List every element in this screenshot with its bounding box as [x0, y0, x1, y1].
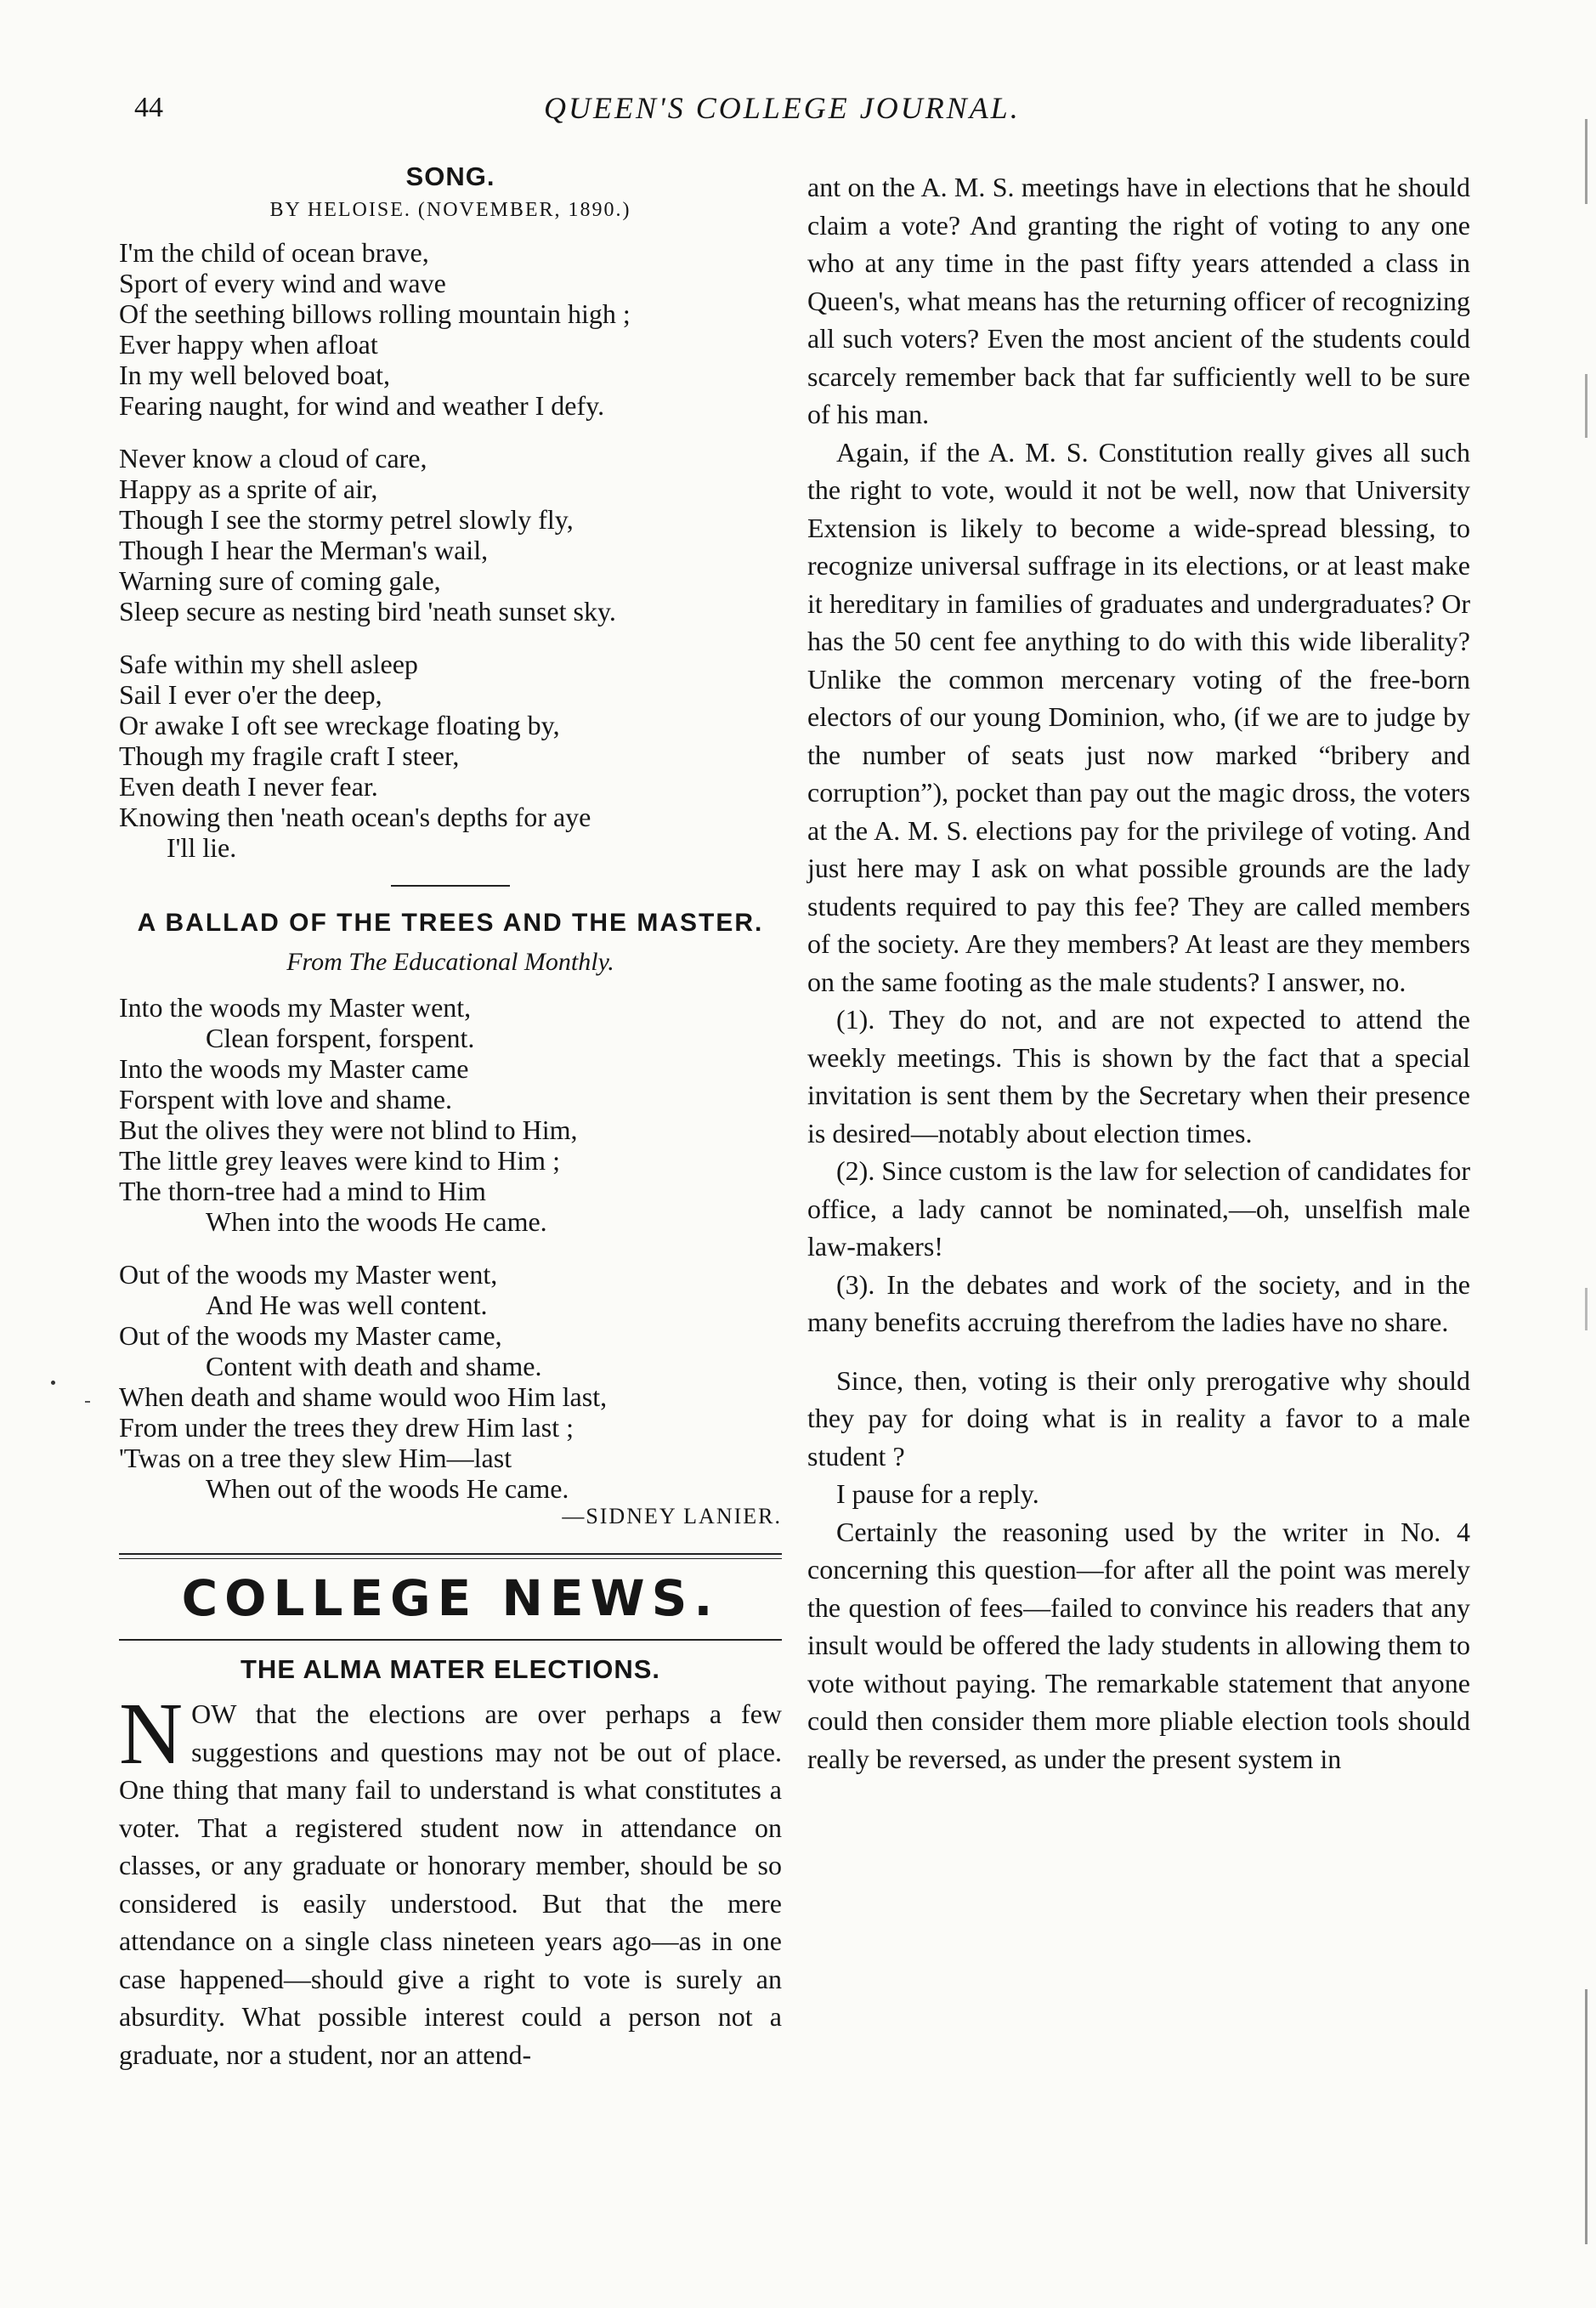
song-stanza: [119, 443, 782, 627]
poem-line: Out of the woods my Master came,: [119, 1320, 502, 1351]
page-number: 44: [134, 92, 163, 123]
poem-line: I'll lie.: [167, 832, 237, 863]
poem-line: Sleep secure as nesting bird 'neath sunset sky.: [119, 596, 616, 627]
poem-line: Sail I ever o'er the deep,: [119, 679, 382, 710]
article-paragraph: Certainly the reasoning used by the writer in No. 4 concerning this question—for after all the point was merely the question of fees—failed to convince his readers that any insult would be offered the lady students in allowing them to vote without paying. The remarkable statement that anyone could then consider them more pliable election tools should really be reversed, as under the present system in: [807, 1516, 1470, 1774]
poem-line: And He was well content.: [206, 1290, 488, 1320]
poem-line: The thorn-tree had a mind to Him: [119, 1176, 486, 1206]
poem-line: 'Twas on a tree they slew Him—last: [119, 1443, 512, 1473]
poem-line: Or awake I oft see wreckage floating by,: [119, 710, 560, 740]
ballad-stanza: [119, 992, 782, 1237]
poem-line: In my well beloved boat,: [119, 360, 391, 390]
poem-line: Forspent with love and shame.: [119, 1084, 452, 1114]
poem-line: Though I hear the Merman's wail,: [119, 535, 489, 565]
poem-line: Though my fragile craft I steer,: [119, 740, 460, 771]
ballad-source: From The Educational Monthly.: [286, 948, 614, 976]
poem-line: Never know a cloud of care,: [119, 443, 427, 474]
poem-line: Happy as a sprite of air,: [119, 474, 378, 504]
article-paragraph: (1). They do not, and are not expected to attend the weekly meetings. This is shown by the fact that a special invitation is sent them by the Secretary when their presence is desired—notably about election times.: [807, 1004, 1470, 1148]
poem-line: Though I see the stormy petrel slowly fly,: [119, 504, 574, 535]
article-paragraph: Since, then, voting is their only prerogative why should they pay for doing what is in reality a favor to a male student ?: [807, 1364, 1470, 1472]
poem-line: Ever happy when afloat: [119, 329, 378, 360]
poem-line: Sport of every wind and wave: [119, 268, 446, 298]
song-title: SONG.: [405, 162, 495, 191]
section-double-rule: [119, 1553, 782, 1559]
poem-line: Warning sure of coming gale,: [119, 565, 441, 596]
section-divider: [391, 885, 510, 887]
poem-line: Into the woods my Master went,: [119, 992, 472, 1023]
poem-line: Clean forspent, forspent.: [206, 1023, 475, 1053]
poem-line: Into the woods my Master came: [119, 1053, 469, 1084]
stray-mark: [85, 1401, 90, 1403]
article-paragraph: [119, 1685, 782, 2073]
article-paragraph: (2). Since custom is the law for selection of candidates for office, a lady cannot be nominated,—oh, unselfish male law-makers!: [807, 1155, 1470, 1262]
ballad-title: A BALLAD OF THE TREES AND THE MASTER.: [137, 909, 764, 937]
article-title: THE ALMA MATER ELECTIONS.: [241, 1654, 660, 1684]
right-column: [807, 168, 1470, 1778]
scan-edge: [1585, 119, 1588, 2244]
article-paragraph: I pause for a reply.: [836, 1478, 1039, 1509]
stray-mark: [51, 1381, 55, 1385]
article-paragraph: ant on the A. M. S. meetings have in elections that he should claim a vote? And granting the right of voting to any one who at any time in the past fifty years attended a class in Queen's, what means has the returning officer of recognizing all such voters? Even the most ancient of the students could scarcely remember back that far sufficiently well to be sure of his man.: [807, 172, 1470, 429]
poem-line: Content with death and shame.: [206, 1351, 542, 1381]
poem-line: When death and shame would woo Him last,: [119, 1381, 608, 1412]
ballad-stanza: [119, 1259, 782, 1504]
poem-line: Fearing naught, for wind and weather I defy.: [119, 390, 605, 421]
poem-line: Of the seething billows rolling mountain high ;: [119, 298, 631, 329]
paragraph-text: OW that the elections are over perhaps a few suggestions and questions may not be out of place. One thing that many fail to understand is what constitutes a voter. That a registered student now in attendance on classes, or any graduate or honorary member, should be so considered is easily understood. But that the mere attendance on a single class nineteen years ago—as in one case happened—should give a right to vote is surely an absurdity. What possible interest could a person not a graduate, nor a student, nor an attend-: [119, 1698, 782, 2070]
poem-line: Knowing then 'neath ocean's depths for aye: [119, 802, 591, 832]
song-byline: BY HELOISE. (NOVEMBER, 1890.): [269, 199, 631, 221]
drop-cap: N: [119, 1685, 184, 1783]
poem-line: Even death I never fear.: [119, 771, 378, 802]
paragraph-gap: [807, 1341, 1470, 1362]
section-title: COLLEGE NEWS.: [181, 1569, 720, 1627]
poem-line: But the olives they were not blind to Him,: [119, 1114, 578, 1145]
poem-line: When into the woods He came.: [206, 1206, 547, 1237]
poem-line: When out of the woods He came.: [206, 1473, 569, 1504]
ballad-author: —SIDNEY LANIER.: [562, 1504, 782, 1528]
song-stanza: [119, 237, 782, 421]
poem-line: Safe within my shell asleep: [119, 649, 418, 679]
section-rule: [119, 1639, 782, 1641]
poem-line: From under the trees they drew Him last ;: [119, 1412, 574, 1443]
poem-line: Out of the woods my Master went,: [119, 1259, 498, 1290]
song-stanza: [119, 649, 782, 863]
running-head: QUEEN'S COLLEGE JOURNAL.: [544, 91, 1021, 125]
poem-line: The little grey leaves were kind to Him ;: [119, 1145, 560, 1176]
left-column: [119, 162, 782, 2073]
poem-line: I'm the child of ocean brave,: [119, 237, 429, 268]
article-paragraph: (3). In the debates and work of the society, and in the many benefits accruing therefrom the ladies have no share.: [807, 1268, 1470, 1337]
article-paragraph: Again, if the A. M. S. Constitution really gives all such the right to vote, would it not be well, now that University Extension is likely to become a wide-spread blessing, to recognize universal suffrage in its elections, or at least make it hereditary in families of graduates and undergraduates? Or has the 50 cent fee anything to do with this wide liberality? Unlike the common mercenary voting of the free-born electors of our young Dominion, who, (if we are to judge by the number of seats just now marked “bribery and corruption”), pocket than pay out the magic dross, the voters at the A. M. S. elections pay for the privilege of voting. And just here may I ask on what possible grounds are the lady students required to pay this fee? They are called members of the society. Are they members? At least are they members on the same footing as the male students? I answer, no.: [807, 436, 1470, 997]
